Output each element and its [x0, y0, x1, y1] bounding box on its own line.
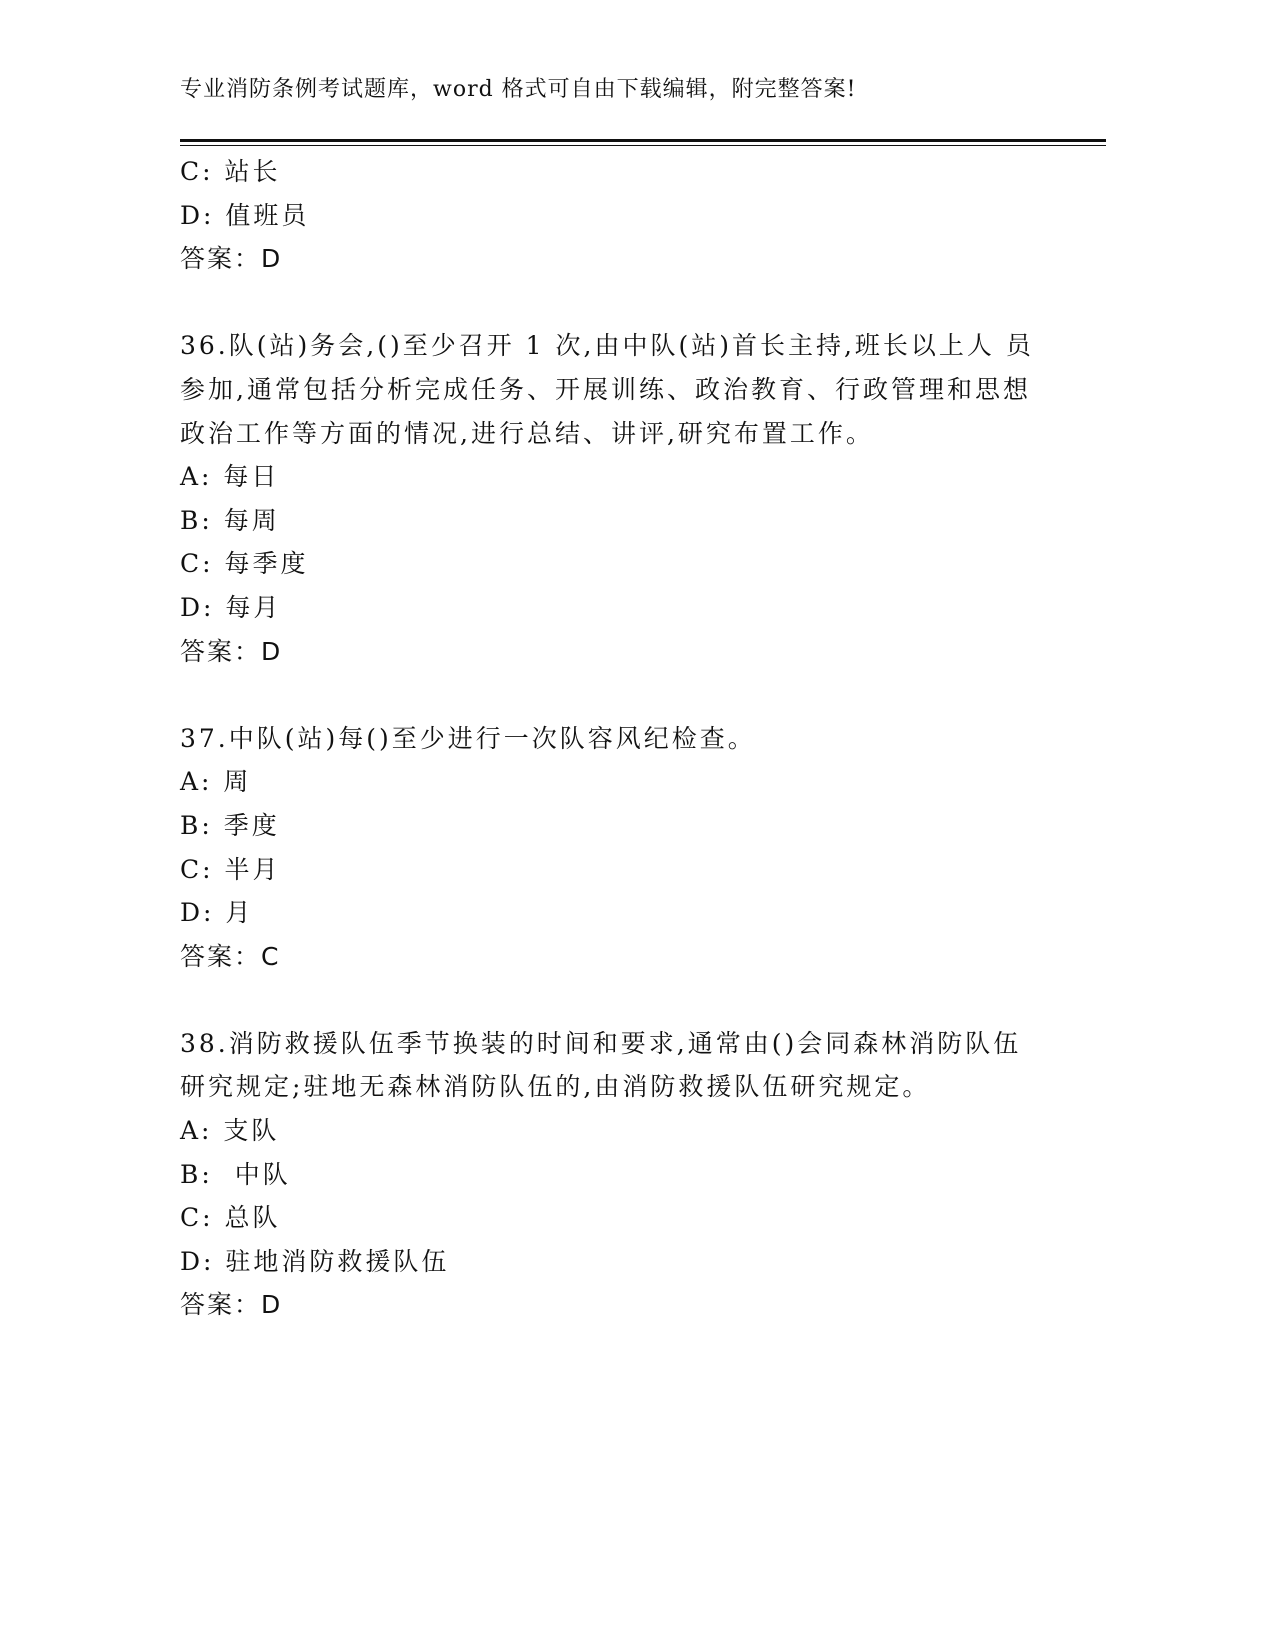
option-b: B: 每周 [180, 505, 280, 535]
answer-line: 答案：D [180, 636, 283, 666]
question-text-line: 36.队(站)务会,()至少召开 1 次,由中队(站)首长主持,班长以上人 员 [180, 331, 1034, 361]
options-list [180, 1109, 1080, 1327]
header-rule-thin [180, 145, 1106, 146]
option-b: B: 中队 [180, 1159, 291, 1189]
option-c: C: 每季度 [180, 549, 309, 579]
question-text-line: 政治工作等方面的情况,进行总结、讲评,研究布置工作。 [180, 418, 874, 448]
option-d: D: 值班员 [180, 200, 310, 230]
option-c: C: 总队 [180, 1203, 281, 1233]
question-block [180, 324, 1080, 455]
question-block [180, 150, 1080, 281]
document-body [180, 150, 1080, 1327]
options-list [180, 760, 1080, 978]
answer-line: 答案：C [180, 941, 281, 971]
option-d: D: 驻地消防救援队伍 [180, 1246, 450, 1276]
question-text-line: 研究规定;驻地无森林消防队伍的,由消防救援队伍研究规定。 [180, 1072, 931, 1102]
question-text-line: 参加,通常包括分析完成任务、开展训练、政治教育、行政管理和思想 [180, 374, 1031, 404]
question-text-line: 38.消防救援队伍季节换装的时间和要求,通常由()会同森林消防队伍 [180, 1028, 1022, 1058]
answer-line: 答案：D [180, 244, 283, 274]
page-header: 专业消防条例考试题库，word 格式可自由下载编辑，附完整答案! [180, 77, 857, 102]
option-c: C: 半月 [180, 854, 281, 884]
option-a: A: 每日 [180, 462, 280, 492]
question-text-line: 37.中队(站)每()至少进行一次队容风纪检查。 [180, 723, 756, 753]
option-d: D: 每月 [180, 592, 282, 622]
option-c: C: 站长 [180, 157, 281, 186]
option-a: A: 支队 [180, 1116, 280, 1146]
question-block [180, 717, 1080, 761]
option-a: A: 周 [180, 767, 252, 797]
options-list [180, 455, 1080, 673]
option-d: D: 月 [180, 898, 254, 928]
answer-line: 答案：D [180, 1290, 283, 1320]
option-b: B: 季度 [180, 810, 280, 840]
question-block [180, 1022, 1080, 1109]
header-rule-thick [180, 139, 1106, 142]
